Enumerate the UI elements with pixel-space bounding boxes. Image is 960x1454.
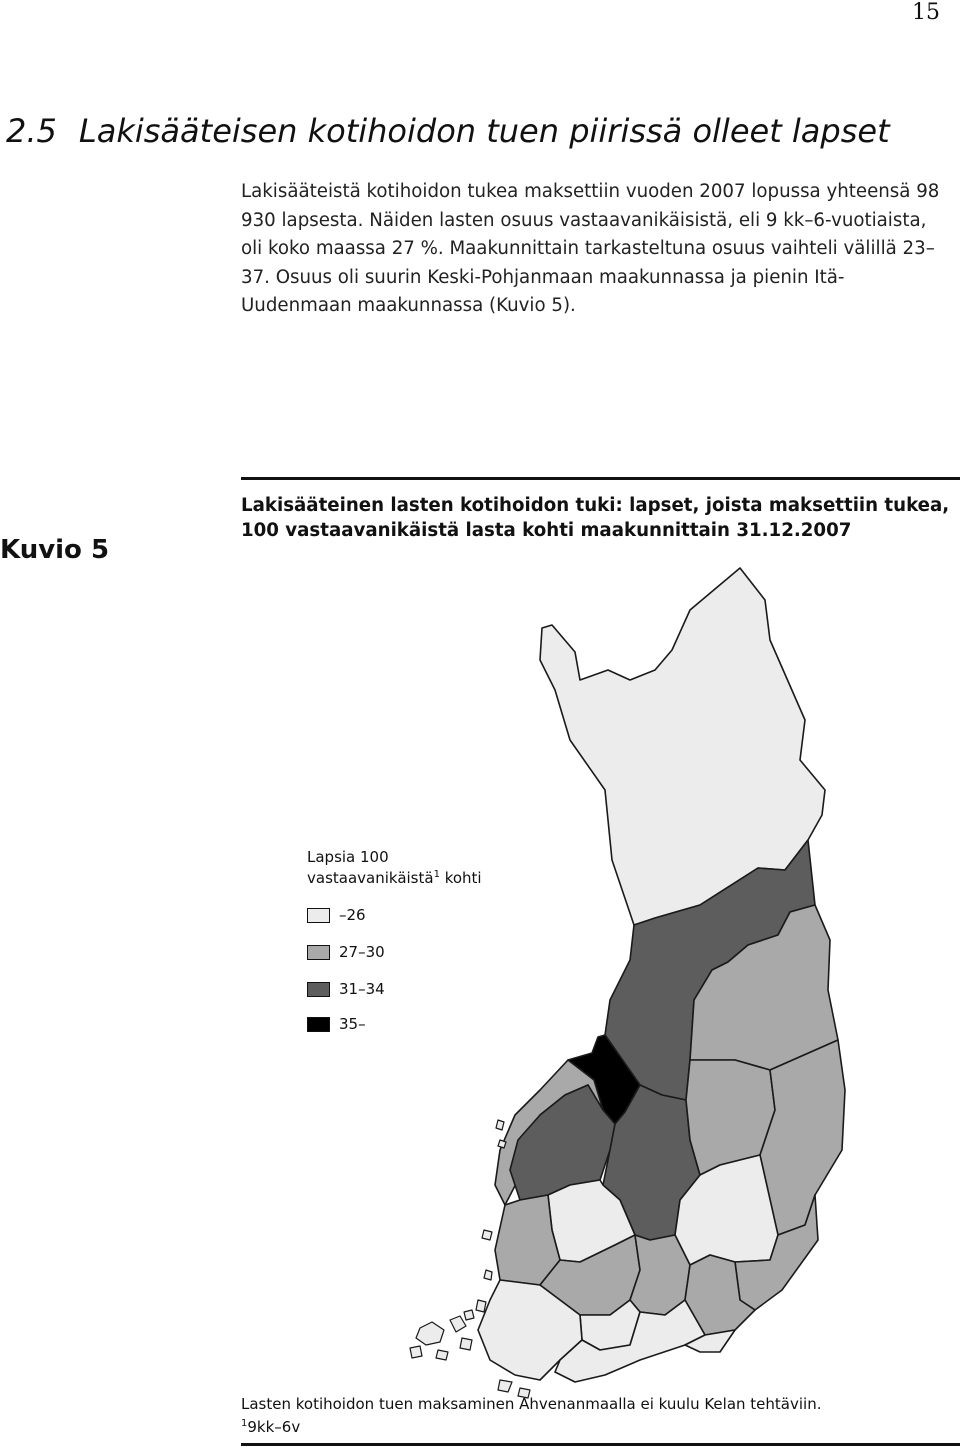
figure-title: Lakisääteinen lasten kotihoidon tuki: lapset, joista maksettiin tukea, 100 vastaavanikäistä lasta kohti maakunnittain 31.12.2007 <box>241 495 950 541</box>
legend-title-sup: 1 <box>433 869 440 880</box>
legend-swatch <box>307 945 330 960</box>
section-title-text: Lakisääteisen kotihoidon tuen piirissä olleet lapset <box>78 112 890 150</box>
region-pohjois-karjala <box>760 1040 845 1235</box>
section-number: 2.5 <box>6 112 57 150</box>
body-paragraph: Lakisääteistä kotihoidon tukea maksettiin vuoden 2007 lopussa yhteensä 98 930 lapsesta. Näiden lasten osuus vastaavanikäisistä, eli 9 kk–6-vuotiaista, oli koko maassa 27 %. Maakunnittain tarkasteltuna osuus vaihteli välillä 23–37. Osuus oli suurin Keski-Pohjanmaan maakunnassa ja pienin Itä-Uudenmaan maakunnassa (Kuvio 5). <box>241 181 940 316</box>
footnote-line2: 9kk–6v <box>247 1418 301 1436</box>
page-number: 15 <box>912 0 940 25</box>
legend-label: –26 <box>339 906 366 924</box>
figure-label: Kuvio 5 <box>0 535 110 565</box>
legend-swatch <box>307 982 330 997</box>
figure-bottom-rule <box>241 1443 960 1446</box>
legend-swatch <box>307 1017 330 1032</box>
legend-label: 35– <box>339 1015 366 1033</box>
legend-title-line2: vastaavanikäistä <box>307 869 434 887</box>
legend-title <box>307 848 482 887</box>
legend-label: 31–34 <box>339 980 385 998</box>
footnote-sup: 1 <box>241 1418 248 1429</box>
legend-title-line1: Lapsia 100 <box>307 848 389 866</box>
footnote-line1: Lasten kotihoidon tuen maksaminen Ahvenanmaalla ei kuulu Kelan tehtäviin. <box>241 1395 822 1413</box>
legend-swatch <box>307 908 330 923</box>
legend-label: 27–30 <box>339 943 385 961</box>
legend-title-line2-end: kohti <box>439 869 482 887</box>
footnote <box>241 1395 821 1437</box>
